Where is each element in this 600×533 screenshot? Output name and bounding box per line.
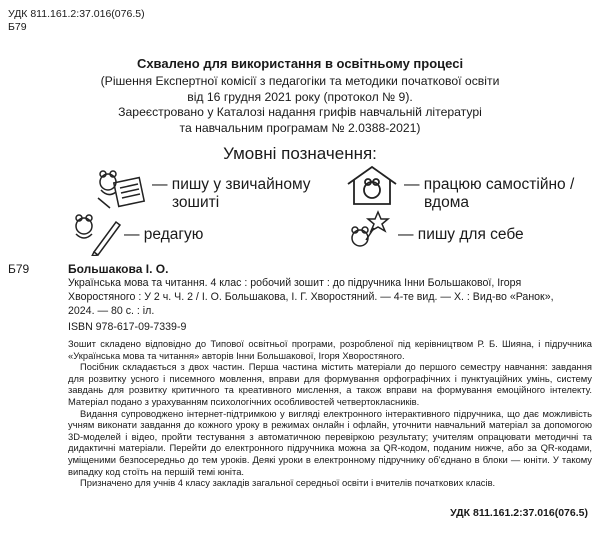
legend-item-pencil xyxy=(124,226,203,244)
bbk-code: Б79 xyxy=(8,21,27,33)
header-codes xyxy=(8,8,145,34)
legend-title: Умовні позначення: xyxy=(223,144,377,163)
legend-text: зошиті xyxy=(172,194,220,211)
legend-item-house xyxy=(404,176,574,212)
legend-text: — редагую xyxy=(124,226,204,243)
footer-udk: УДК 811.161.2:37.016(076.5) xyxy=(450,507,588,519)
legend-text: вдома xyxy=(424,194,470,211)
pencil-edit-icon xyxy=(66,212,122,256)
paragraph: Зошит складено відповідно до Типової освітньої програми, розробленої під керівництвом Р. Б. Шияна, і підручника «Українська мова та читання» авторів Інни Большакової, Ігоря Хворостяного. xyxy=(68,338,592,361)
bibliography-code: Б79 xyxy=(8,262,30,276)
approval-line: Зареєстровано у Каталозі надання грифів навчальній літературі xyxy=(118,105,482,119)
isbn: ISBN 978-617-09-7339-9 xyxy=(68,321,187,333)
author-name: Большакова І. О. xyxy=(68,262,169,276)
legend-text: — працюю самостійно / xyxy=(404,176,575,193)
paragraph: Видання супроводжено інтернет-підтримкою у вигляді електронного інтерактивного підручника, що дає можливість учням виконати завдання до кожного уроку в режимах онлайн і офлайн, уточнити навчальний матеріал за допомогою 3D-моделей і відео, пройти тестування з автоматичною перевіркою результату; учителям опрацювати методичні та дидактичні матеріали. Перейти до електронного підручника можна за QR-кодом, поданим нижче, або за QR-кодами, уміщеними безпосередньо до тем уроків. Деякі уроки в електронному підручнику об'єднано в блоки — юніти. У такому випадку код стоїть на першій темі юніта. xyxy=(68,407,592,477)
approval-details xyxy=(0,74,600,136)
paragraph: Посібник складається з двох частин. Перша частина містить матеріали до першого семестру навчання: завдання для розвитку усного і писемного мовлення, вправи для формування орфографічних і пунктуаційних умінь, систему завдань для розвитку критичного та креативного мислення, а також вправи на формування емоційного інтелекту. Матеріал подано з урахуванням психологічних особливостей четвертокласників. xyxy=(68,361,592,407)
udk-code: УДК 811.161.2:37.016(076.5) xyxy=(8,8,145,20)
legend-item-star xyxy=(398,226,524,244)
house-work-icon xyxy=(344,164,400,208)
approval-line: та навчальним програмам № 2.0388-2021) xyxy=(179,120,421,135)
bibliography-description xyxy=(68,276,588,319)
paragraph: Призначено для учнів 4 класу закладів загальної середньої освіти і вчителів початкових класів. xyxy=(80,477,496,489)
approval-title: Схвалено для використання в освітньому процесі xyxy=(136,56,464,71)
legend-item-notebook xyxy=(152,176,311,212)
legend-text: — пишу для себе xyxy=(398,226,524,243)
approval-line: від 16 грудня 2021 року (протокол № 9). xyxy=(187,89,413,104)
notebook-writing-icon xyxy=(94,168,150,212)
bibliography-line: Українська мова та читання. 4 клас : робочий зошит : до підручника Інни Большакової, Ігоря xyxy=(68,277,522,289)
annotation-text xyxy=(68,338,592,489)
legend-text: — пишу у звичайному xyxy=(152,176,311,193)
bibliography-line: 2024. — 80 с. : іл. xyxy=(68,305,155,318)
approval-line: (Рішення Експертної комісії з педагогіки та методики початкової освіти xyxy=(100,74,500,88)
star-self-icon xyxy=(340,210,396,254)
bibliography-line: Хворостяного : У 2 ч. Ч. 2 / І. О. Большакова, І. Г. Хворостяний. — 4-те вид. — Х. : Вид-во «Ранок», xyxy=(68,291,554,304)
